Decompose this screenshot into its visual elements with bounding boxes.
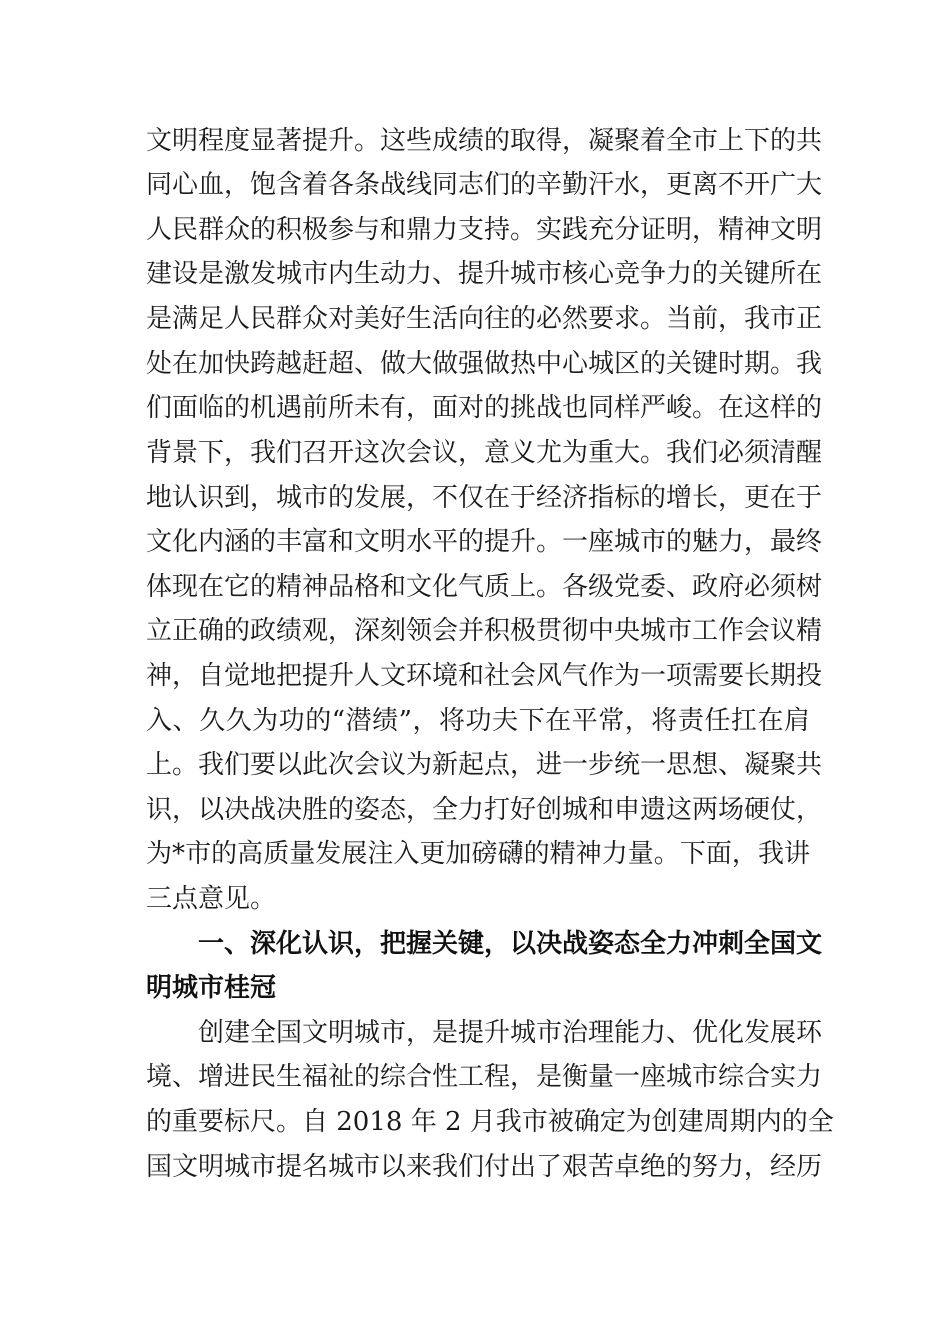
- paragraph-line: 识，以决战决胜的姿态，全力打好创城和申遗这两场硬仗，: [146, 795, 823, 825]
- paragraph-line: 的重要标尺。自 2018 年 2 月我市被确定为创建周期内的全: [146, 1107, 834, 1137]
- paragraph-line: 地认识到，城市的发展，不仅在于经济指标的增长，更在于: [146, 483, 823, 513]
- paragraph-line: 人民群众的积极参与和鼎力支持。实践充分证明，精神文明: [146, 215, 823, 245]
- paragraph-line: 背景下，我们召开这次会议，意义尤为重大。我们必须清醒: [146, 438, 823, 468]
- paragraph-line: 立正确的政绩观，深刻领会并积极贯彻中央城市工作会议精: [146, 616, 823, 646]
- paragraph-line: 同心血，饱含着各条战线同志们的辛勤汗水，更离不开广大: [146, 170, 823, 200]
- paragraph-line: 是满足人民群众对美好生活向往的必然要求。当前，我市正: [146, 304, 823, 334]
- paragraph-line: 入、久久为功的“潜绩”，将功夫下在平常，将责任扛在肩: [146, 706, 810, 736]
- paragraph-line: 神，自觉地把提升人文环境和社会风气作为一项需要长期投: [146, 661, 823, 691]
- paragraph-line: 境、增进民生福祉的综合性工程，是衡量一座城市综合实力: [146, 1062, 823, 1092]
- paragraph-line: 们面临的机遇前所未有，面对的挑战也同样严峻。在这样的: [146, 393, 823, 423]
- paragraph-line: 国文明城市提名城市以来我们付出了艰苦卓绝的努力，经历: [146, 1152, 823, 1182]
- paragraph-line: 体现在它的精神品格和文化气质上。各级党委、政府必须树: [146, 572, 823, 602]
- paragraph-line: 创建全国文明城市，是提升城市治理能力、优化发展环: [198, 1018, 823, 1048]
- section-heading-line: 明城市桂冠: [146, 973, 277, 1003]
- paragraph-line: 文明程度显著提升。这些成绩的取得，凝聚着全市上下的共: [146, 126, 823, 156]
- section-heading-line: 一、深化认识，把握关键，以决战姿态全力冲刺全国文: [198, 929, 823, 959]
- paragraph-line: 处在加快跨越赶超、做大做强做热中心城区的关键时期。我: [146, 349, 823, 379]
- paragraph-line: 上。我们要以此次会议为新起点，进一步统一思想、凝聚共: [146, 750, 823, 780]
- paragraph-line: 建设是激发城市内生动力、提升城市核心竞争力的关键所在: [146, 259, 823, 289]
- paragraph-line: 三点意见。: [146, 884, 277, 914]
- paragraph-line: 为*市的高质量发展注入更加磅礴的精神力量。下面，我讲: [146, 839, 810, 869]
- paragraph-line: 文化内涵的丰富和文明水平的提升。一座城市的魅力，最终: [146, 527, 823, 557]
